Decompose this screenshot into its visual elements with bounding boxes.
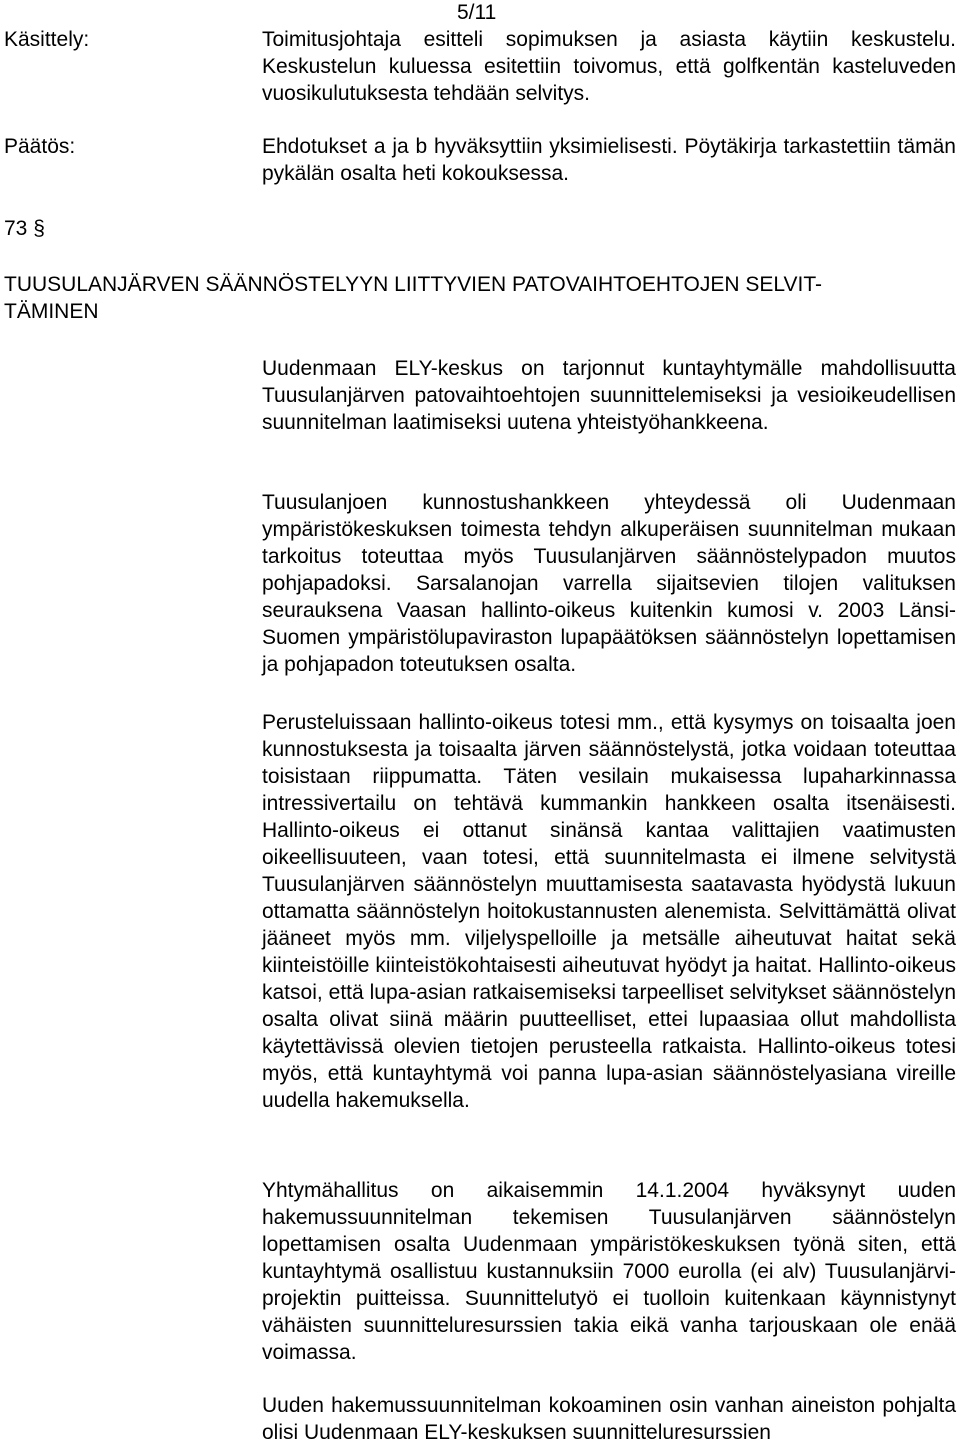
paatos-text: Ehdotukset a ja b hyväksyttiin yksimielisesti. Pöytäkirja tarkastettiin tämän pykälän osalta heti kokouksessa. [262,135,956,185]
page-number: 5/11 [457,1,497,24]
paragraph-ely-offer: Uudenmaan ELY-keskus on tarjonnut kuntayhtymälle mahdollisuutta Tuusulanjärven patovaihtoehtojen suunnittelemiseksi ja vesioikeudellisen suunnitelman laatimiseksi uutena yhteistyöhankkeena. [262,357,956,434]
paragraph-new-plan: Uuden hakemussuunnitelman kokoaminen osin vanhan aineiston pohjalta olisi Uudenmaan ELY-keskuksen suunnitteluresurssien [262,1394,956,1444]
kasittely-text: Toimitusjohtaja esitteli sopimuksen ja asiasta käytiin keskustelu. Keskustelun kuluessa esitettiin toivomus, että golfkentän kasteluveden vuosikulutuksesta tehdään selvitys. [262,28,956,105]
paragraph-court-reasoning: Perusteluissaan hallinto-oikeus totesi mm., että kysymys on toisaalta joen kunnostuksesta ja toisaalta järven säännöstelystä, jotka voidaan toteuttaa toisistaan riippumatta. Täten vesilain mukaisessa lupaharkinnassa intressivertailu on tehtävä kummankin hankkeen osalta itsenäisesti. Hallinto-oikeus ei ottanut sinänsä kantaa valittajien vaatimusten oikeellisuuteen, vaan totesi, että suunnitelmasta ei ilmene selvitystä Tuusulanjärven säännöstelyn muuttamisesta saatavasta hyödystä lukuun ottamatta säännöstelyn hoitokustannusten alenemista. Selvittämättä olivat jääneet myös mm. viljelyspelloille ja metsälle aiheutuvat haitat sekä kiinteistöille kiinteistökohtaisesti aiheutuvat hyödyt ja haitat. Hallinto-oikeus katsoi, että lupa-asian ratkaisemiseksi tarpeelliset selvitykset säännöstelyn osalta olivat siinä määrin puutteelliset, ettei lupaasiaa ollut mahdollista käytettävissä olevien tietojen perusteella ratkaista. Hallinto-oikeus totesi myös, että kuntayhtymä voi panna lupa-asian säännöstelyasiana vireille uudella hakemuksella. [262,711,956,1112]
paragraph-background: Tuusulanjoen kunnostushankkeen yhteydessä oli Uudenmaan ympäristökeskuksen toimesta tehdyn alkuperäisen suunnitelman mukaan tarkoitus toteuttaa myös Tuusulanjärven säännöstelypadon muutos pohjapadoksi. Sarsalanojan varrella sijaitsevien tilojen valituksen seurauksena Vaasan hallinto-oikeus kuitenkin kumosi v. 2003 Länsi-Suomen ympäristölupaviraston lupapäätöksen säännöstelyn lopettamisen ja pohjapadon toteutuksen osalta. [262,491,956,676]
section-title [4,271,954,325]
paatos-label: Päätös: [4,135,76,158]
section-title-line-1: TUUSULANJÄRVEN SÄÄNNÖSTELYYN LIITTYVIEN PATOVAIHTOEHTOJEN SELVIT- [4,273,823,296]
section-title-line-2: TÄMINEN [4,300,99,323]
paragraph-board-decision: Yhtymähallitus on aikaisemmin 14.1.2004 hyväksynyt uuden hakemussuunnitelman tekemisen Tuusulanjärven säännöstelyn lopettamisen osalta Uudenmaan ympäristökeskuksen työnä siten, että kuntayhtymä osallistuu kustannuksiin 7000 eurolla (ei alv) Tuusulanjärvi-projektin puitteissa. Suunnittelutyö ei tuolloin kuitenkaan käynnistynyt vähäisten suunnitteluresurssien takia eikä vanha tarjouskaan ole enää voimassa. [262,1179,956,1364]
kasittely-label: Käsittely: [4,28,90,51]
section-number: 73 § [4,217,45,240]
